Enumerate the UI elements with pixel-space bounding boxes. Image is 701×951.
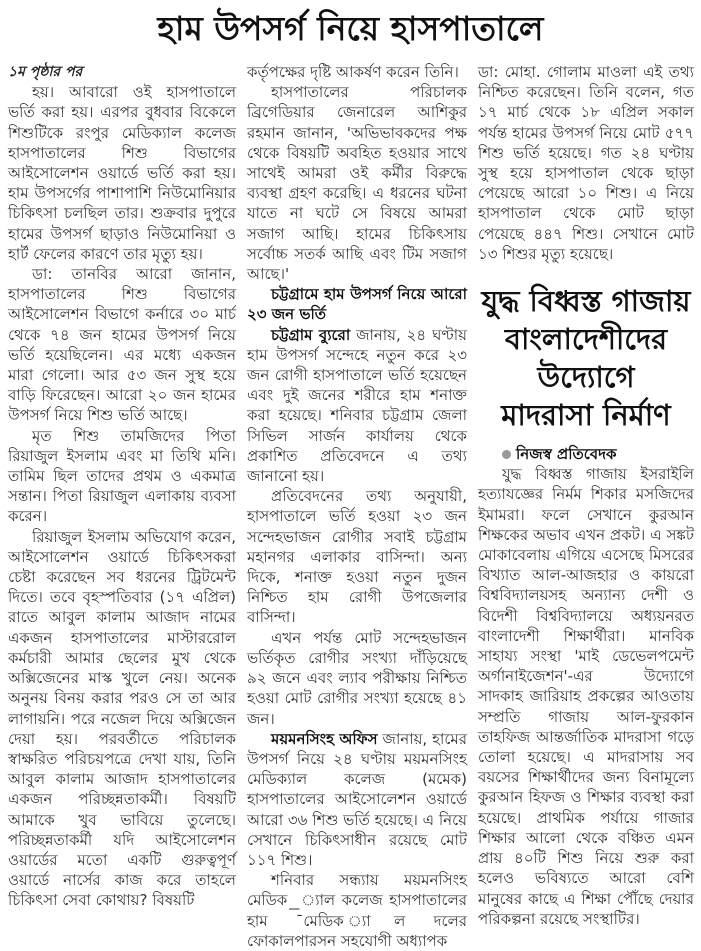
paragraph: হাসপাতালের পরিচালক ব্রিগেডিয়ার জেনারেল আশিকুর রহমান জানান, 'অভিভাবকদের পক্ষ থেকে বিষয়টি অবহিত হওয়ার সাথে সাথেই আমরা ওই কর্মীর বিরুদ্ধে ব্যবস্থা গ্রহণ করেছি। এ ধরনের ঘটনা যাতে না ঘটে সে বিষয়ে আমরা সজাগ আছি। হামের চিকিৎসায় সর্বোচ্চ সতর্ক আছি এবং টিম সজাগ আছে।' <box>247 83 467 284</box>
paragraph: হয়। আবারো ওই হাসপাতালে ভর্তি করা হয়। এরপর বুধবার বিকেলে শিশুটিকে রংপুর মেডিক্যাল কলেজ হাসপাতালের শিশু বিভাগের আইসোলেশন ওয়ার্ডে ভর্তি করা হয়। হাম উপসর্গের পাশাপাশি নিউমোনিয়ার চিকিৎসা চলছিল তার। শুক্রবার দুপুরে হামের উপসর্গ ছাড়াও নিউমোনিয়া ও হার্ট ফেলের কারণে তার মৃত্যু হয়। <box>8 83 236 263</box>
bullet-icon <box>502 450 511 459</box>
paragraph <box>247 729 467 870</box>
dateline: ময়মনসিংহ অফিস <box>271 729 378 748</box>
second-article-headline <box>478 282 694 434</box>
column-1 <box>8 62 236 911</box>
byline <box>478 444 694 464</box>
paragraph: এখন পর্যন্ত মোট সন্দেহভাজন ভর্তিকৃত রোগীর সংখ্যা দাঁড়িয়েছে ৯২ জনে এবং ল্যাব পরীক্ষায় নিশ্চিত হওয়া মোট রোগীর সংখ্যা হয়েছে ৪১ জন। <box>247 628 467 728</box>
paragraph: প্রতিবেদনের তথ্য অনুযায়ী, হাসপাতালে ভর্তি হওয়া ২৩ জন সন্দেহভাজন রোগীর সবাই চট্টগ্রাম মহানগর এলাকার বাসিন্দা। অন্য দিকে, শনাক্ত হওয়া নতুন দুজন নিশ্চিত হাম রোগী উপজেলার বাসিন্দা। <box>247 487 467 627</box>
column-2 <box>247 62 467 951</box>
paragraph-text: জানায়, হামের উপসর্গ নিয়ে ২৪ ঘণ্টায় ময়মনসিংহ মেডিক্যাল কলেজ (মমেক) হাসপাতালের আইসোলেশন ওয়ার্ডে আরো ৩৬ শিশু ভর্তি হয়েছে। এ নিয়ে সেখানে চিকিৎসাধীন রয়েছে মোট ১১৭ শিশু। <box>247 729 467 869</box>
paragraph: যুদ্ধ বিধ্বস্ত গাজায় ইসরাইলি হত্যাযজ্ঞের নির্মম শিকার মসজিদের ইমামরা। ফলে সেখানে কুরআন শিক্ষকের অভাব এখন প্রকট। এ সঙ্কট মোকাবেলায় এগিয়ে এসেছে মিসরের বিখ্যাত আল-আজহার ও কায়রো বিশ্ববিদ্যালয়সহ অন্যান্য দেশী ও বিদেশী বিশ্ববিদ্যালয়ে অধ্যয়নরত বাংলাদেশী শিক্ষার্থীরা। মানবিক সাহায্য সংস্থা 'মাই ডেভেলপমেন্ট অর্গানাইজেশন'-এর উদ্যোগে সাদকাহ জারিয়াহ প্রকল্পের আওতায় সম্প্রতি গাজায় আল-ফুরকান তাহফিজ আন্তর্জাতিক মাদরাসা গড়ে তোলা হয়েছে। এ মাদরাসায় সব বয়সের শিক্ষার্থীদের জন্য বিনামূল্যে কুরআন হিফজ ও শিক্ষার ব্যবস্থা করা হয়েছে। প্রাথমিক পর্যায়ে গাজার শিক্ষার আলো থেকে বঞ্চিত এমন প্রায় ৪০টি শিশু নিয়ে শুরু করা হলেও ভবিষ্যতে আরো বেশি মানুষের কাছে এ শিক্ষা পৌঁছে দেয়ার পরিকল্পনা রয়েছে সংস্থাটির। <box>478 465 694 928</box>
paragraph <box>247 325 467 487</box>
dateline: চট্টগ্রাম ব্যুরো <box>271 325 351 344</box>
paragraph-text: জানায়, ২৪ ঘণ্টায় হাম উপসর্গ সন্দেহে নতুন করে ২৩ জন রোগী হাসপাতালে ভর্তি হয়েছেন এবং দুই জনের শরীরে হাম শনাক্ত করা হয়েছে। শনিবার চট্টগ্রাম জেলা সিভিল সার্জন কার্যালয় থেকে প্রকাশিত প্রতিবেদনে এ তথ্য জানানো হয়। <box>247 325 467 486</box>
headline-line: যুদ্ধ বিধ্বস্ত গাজায় <box>481 284 691 319</box>
headline-line: মাদরাসা নির্মাণ <box>501 398 671 433</box>
continued-from-label: ১ম পৃষ্ঠার পর <box>8 64 83 80</box>
article-headline: হাম উপসর্গ নিয়ে হাসপাতালে <box>157 9 544 48</box>
paragraph: ডা: তানবির আরো জানান, হাসপাতালের শিশু বিভাগের আইসোলেশন বিভাগে কর্নারে ৩০ মার্চ থেকে ৭৪ জন হামের উপসর্গ নিয়ে ভর্তি হয়েছিলেন। এর মধ্যে একজন মারা গেলো। আর ৫৩ জন সুস্থ হয়ে বাড়ি ফিরেছেন। আরো ২০ জন হামের উপসর্গ নিয়ে শিশু ভর্তি আছে। <box>8 265 236 425</box>
paragraph: শনিবার সন্ধ্যায় ময়মনসিংহ মেডিক_্যাল কলেজ হাসপাতালের হাম ¯মেডিক ্যাল দলের ফোকালপারসন সহযোগী অধ্যাপক <box>247 871 467 950</box>
column-3 <box>478 62 694 929</box>
paragraph: মৃত শিশু তামজিদের পিতা রিয়াজুল ইসলাম এবং মা তিথি মনি। তামিম ছিল তাদের প্রথম ও একমাত্র সন্তান। পিতা রিয়াজুল এলাকায় ব্যবসা করেন। <box>8 426 236 526</box>
byline-text: নিজস্ব প্রতিবেদক <box>516 445 617 464</box>
headline-line: বাংলাদেশীদের উদ্যোগে <box>504 322 668 395</box>
paragraph: ডা: মোহা. গোলাম মাওলা এই তথ্য নিশ্চিত করেছেন। তিনি বলেন, গত ১৭ মার্চ থেকে ১৮ এপ্রিল সকাল পর্যন্ত হামের উপসর্গ নিয়ে মোট ৫৭৭ শিশু ভর্তি হয়েছে। গত ২৪ ঘণ্টায় সুস্থ হয়ে হাসপাতাল থেকে ছাড়া পেয়েছে আরো ১০ শিশু। এ নিয়ে হাসপাতাল থেকে মোট ছাড়া পেয়েছে ৪৪৭ শিশু। সেখানে মোট ১৩ শিশুর মৃত্যু হয়েছে। <box>478 63 694 263</box>
paragraph: কর্তৃপক্ষের দৃষ্টি আকর্ষণ করেন তিনি। <box>247 63 459 81</box>
subheading: চট্টগ্রামে হাম উপসর্গ নিয়ে আরো ২৩ জন ভর্তি <box>247 285 467 324</box>
paragraph: রিয়াজুল ইসলাম অভিযোগ করেন, আইসোলেশন ওয়ার্ডে চিকিৎসকরা চেষ্টা করেছেন সব ধরনের ট্রিটমেন্ট দিতে। তবে বৃহস্পতিবার (১৭ এপ্রিল) রাতে আবুল কালাম আজাদ নামের একজন হাসপাতালের মাস্টাররোল কর্মচারী আমার ছেলের মুখ থেকে অক্সিজেনের মাস্ক খুলে নেয়। অনেক অনুনয় বিনয় করার পরও সে তা আর লাগায়নি। পরে নজেল দিয়ে অক্সিজেন দেয়া হয়। পরবর্তীতে পরিচালক স্বাক্ষরিত পরিচয়পত্রে দেখা যায়, তিনি আবুল কালাম আজাদ হাসপাতালের একজন পরিচ্ছন্নতাকর্মী। বিষয়টি আমাকে খুব ভাবিয়ে তুলেছে। পরিচ্ছন্নতাকর্মী যদি আইসোলেশন ওয়ার্ডের মতো একটি গুরুত্বপূর্ণ ওয়ার্ডে নার্সের কাজ করে তাহলে চিকিৎসা সেবা কোথায়? বিষয়টি <box>8 527 236 910</box>
